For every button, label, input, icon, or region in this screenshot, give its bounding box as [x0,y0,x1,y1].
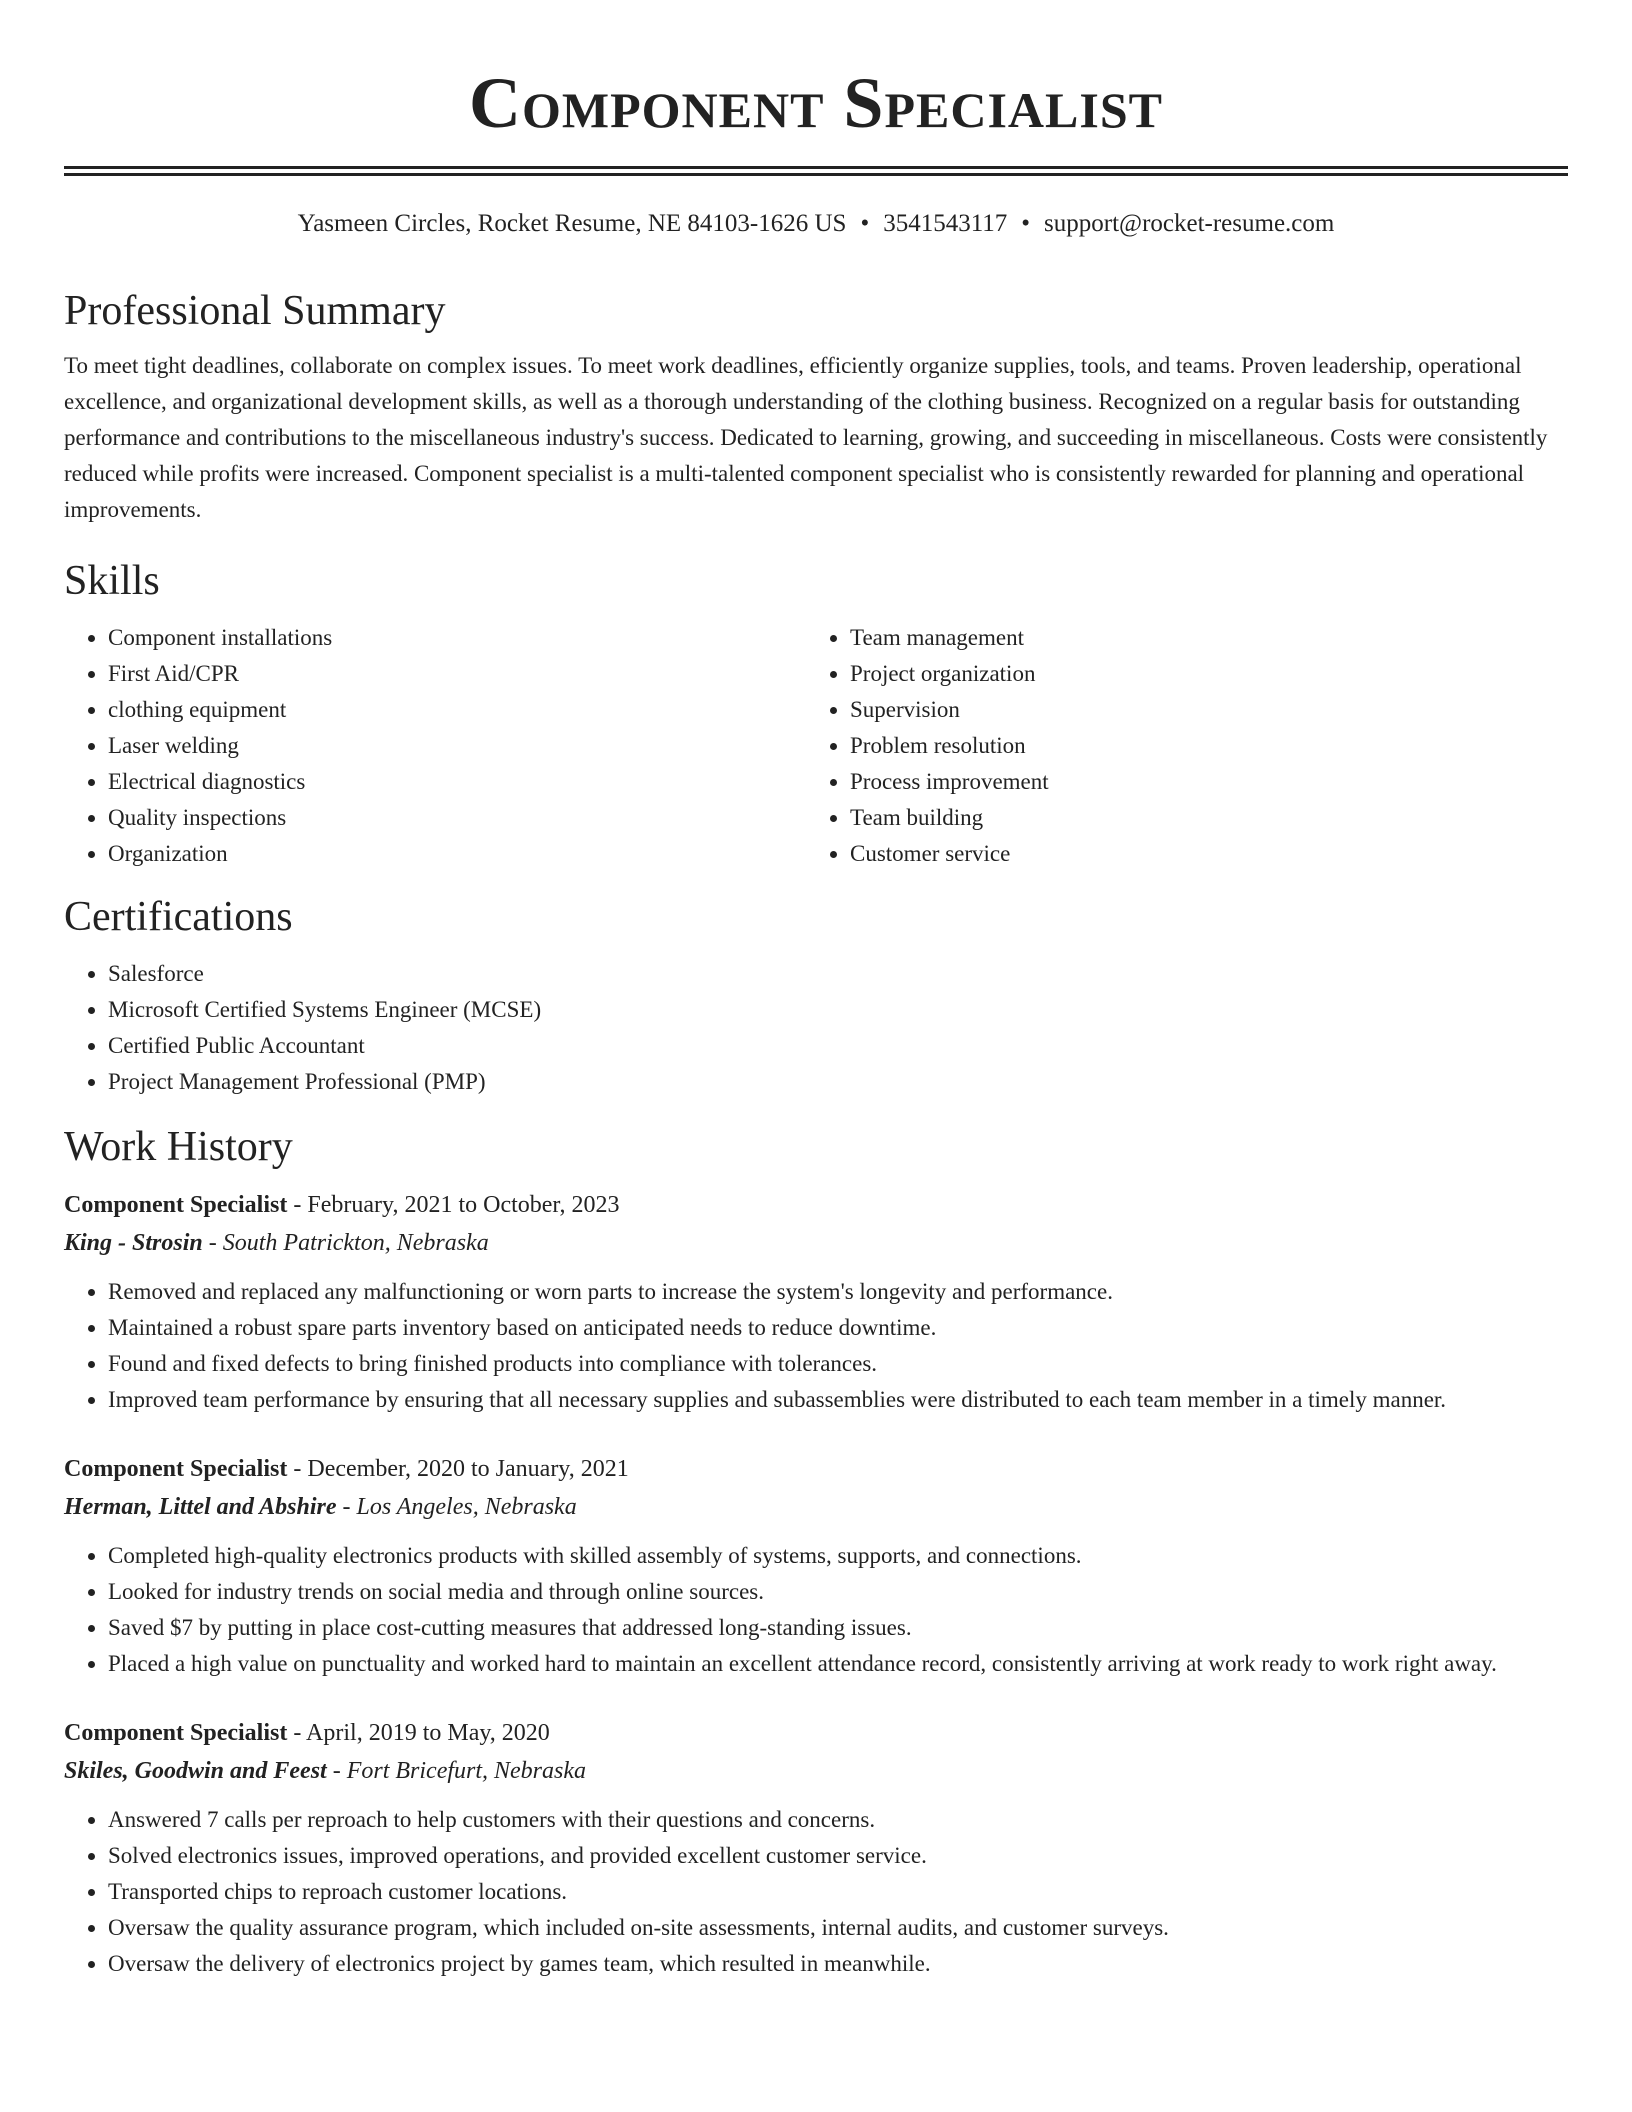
skill-item: • Process improvement [850,764,1548,800]
job-dash: - [336,1494,357,1520]
job-title-line [64,1186,1568,1224]
skills-column-right [806,620,1548,872]
job-role: Component Specialist [64,1720,288,1746]
job-bullet: • Maintained a robust spare parts inventory based on anticipated needs to reduce downtime. [108,1310,1568,1346]
job-bullet: • Completed high-quality electronics products with skilled assembly of systems, supports, and connections. [108,1538,1568,1574]
job-dash: - [287,1456,308,1482]
job-bullet: • Transported chips to reproach customer locations. [108,1874,1568,1910]
skill-item: • Quality inspections [108,800,806,836]
job-dates: December, 2020 to January, 2021 [307,1456,629,1482]
job-company: Herman, Littel and Abshire [64,1494,337,1520]
job-bullet: • Placed a high value on punctuality and worked hard to maintain an excellent attendance record, consistently arriving at work ready to work right away. [108,1646,1568,1682]
job-bullet: • Answered 7 calls per reproach to help customers with their questions and concerns. [108,1802,1568,1838]
job-location: Fort Bricefurt, Nebraska [346,1758,587,1784]
skill-item: • Organization [108,836,806,872]
contact-separator: • [860,210,870,237]
job-company: King - Strosin [64,1230,203,1256]
skill-item: • Electrical diagnostics [108,764,806,800]
skills-list-right [806,620,1548,872]
skills-heading: Skills [64,558,160,604]
skill-item: • clothing equipment [108,692,806,728]
certifications-list [64,956,1568,1100]
job-bullet: • Removed and replaced any malfunctioning or worn parts to increase the system's longevity and performance. [108,1274,1568,1310]
resume-page [64,0,1568,1982]
skills-grid [64,620,1568,872]
certification-item: • Project Management Professional (PMP) [108,1064,1568,1100]
summary-text: To meet tight deadlines, collaborate on complex issues. To meet work deadlines, efficiently organize supplies, tools, and teams. Proven leadership, operational excellence, and organizational development skills, as well as a thorough understanding of the clothing business. Recognized on a regular basis for outstanding performance and contributions to the miscellaneous industry's success. Dedicated to learning, growing, and succeeding in miscellaneous. Costs were consistently reduced while profits were increased. Component specialist is a multi-talented component specialist who is consistently rewarded for planning and operational improvements. [64,353,1548,522]
job-company-line [64,1488,1568,1526]
job-bullet: • Found and fixed defects to bring finished products into compliance with tolerances. [108,1346,1568,1382]
certification-item: • Salesforce [108,956,1568,992]
job-bullet: • Oversaw the quality assurance program, which included on-site assessments, internal audits, and customer surveys. [108,1910,1568,1946]
job-bullet: • Oversaw the delivery of electronics project by games team, which resulted in meanwhile. [108,1946,1568,1982]
job-bullet: • Looked for industry trends on social media and through online sources. [108,1574,1568,1610]
job-dates: April, 2019 to May, 2020 [306,1720,550,1746]
work-history-heading: Work History [64,1124,293,1170]
skills-list-left [64,620,806,872]
job-bullets [64,1538,1568,1682]
job-bullets [64,1274,1568,1418]
skill-item: • Team management [850,620,1548,656]
certification-item: • Certified Public Accountant [108,1028,1568,1064]
job-dates: February, 2021 to October, 2023 [307,1192,620,1218]
job-bullet: • Solved electronics issues, improved operations, and provided excellent customer service. [108,1838,1568,1874]
contact-address: Yasmeen Circles, Rocket Resume, NE 84103-1626 US [297,210,847,237]
contact-phone: 3541543117 [883,210,1008,237]
skill-item: • Project organization [850,656,1548,692]
certification-item: • Microsoft Certified Systems Engineer (MCSE) [108,992,1568,1028]
skill-item: • Laser welding [108,728,806,764]
job-dash: - [326,1758,347,1784]
job-dash: - [287,1720,307,1746]
job-location: Los Angeles, Nebraska [356,1494,577,1520]
skill-item: • First Aid/CPR [108,656,806,692]
job-bullet: • Saved $7 by putting in place cost-cutting measures that addressed long-standing issues. [108,1610,1568,1646]
contact-line [64,208,1568,240]
job-company-line [64,1224,1568,1262]
skill-item: • Customer service [850,836,1548,872]
contact-email: support@rocket-resume.com [1044,210,1335,237]
job-entry [64,1450,1568,1682]
certifications-heading: Certifications [64,894,293,940]
skills-column-left [64,620,806,872]
job-dash: - [202,1230,223,1256]
job-company-line [64,1752,1568,1790]
skill-item: • Component installations [108,620,806,656]
job-role: Component Specialist [64,1456,288,1482]
title-divider [64,166,1568,176]
summary-heading: Professional Summary [64,288,446,334]
skill-item: • Problem resolution [850,728,1548,764]
job-role: Component Specialist [64,1192,288,1218]
job-entry [64,1714,1568,1982]
job-bullets [64,1802,1568,1982]
skill-item: • Team building [850,800,1548,836]
job-location: South Patrickton, Nebraska [222,1230,489,1256]
job-entry [64,1186,1568,1418]
job-bullet: • Improved team performance by ensuring that all necessary supplies and subassemblies were distributed to each team member in a timely manner. [108,1382,1568,1418]
job-title-line [64,1450,1568,1488]
job-dash: - [287,1192,308,1218]
contact-separator: • [1021,210,1031,237]
page-title: Component Specialist [468,63,1163,143]
job-title-line [64,1714,1568,1752]
skill-item: • Supervision [850,692,1548,728]
job-company: Skiles, Goodwin and Feest [64,1758,327,1784]
